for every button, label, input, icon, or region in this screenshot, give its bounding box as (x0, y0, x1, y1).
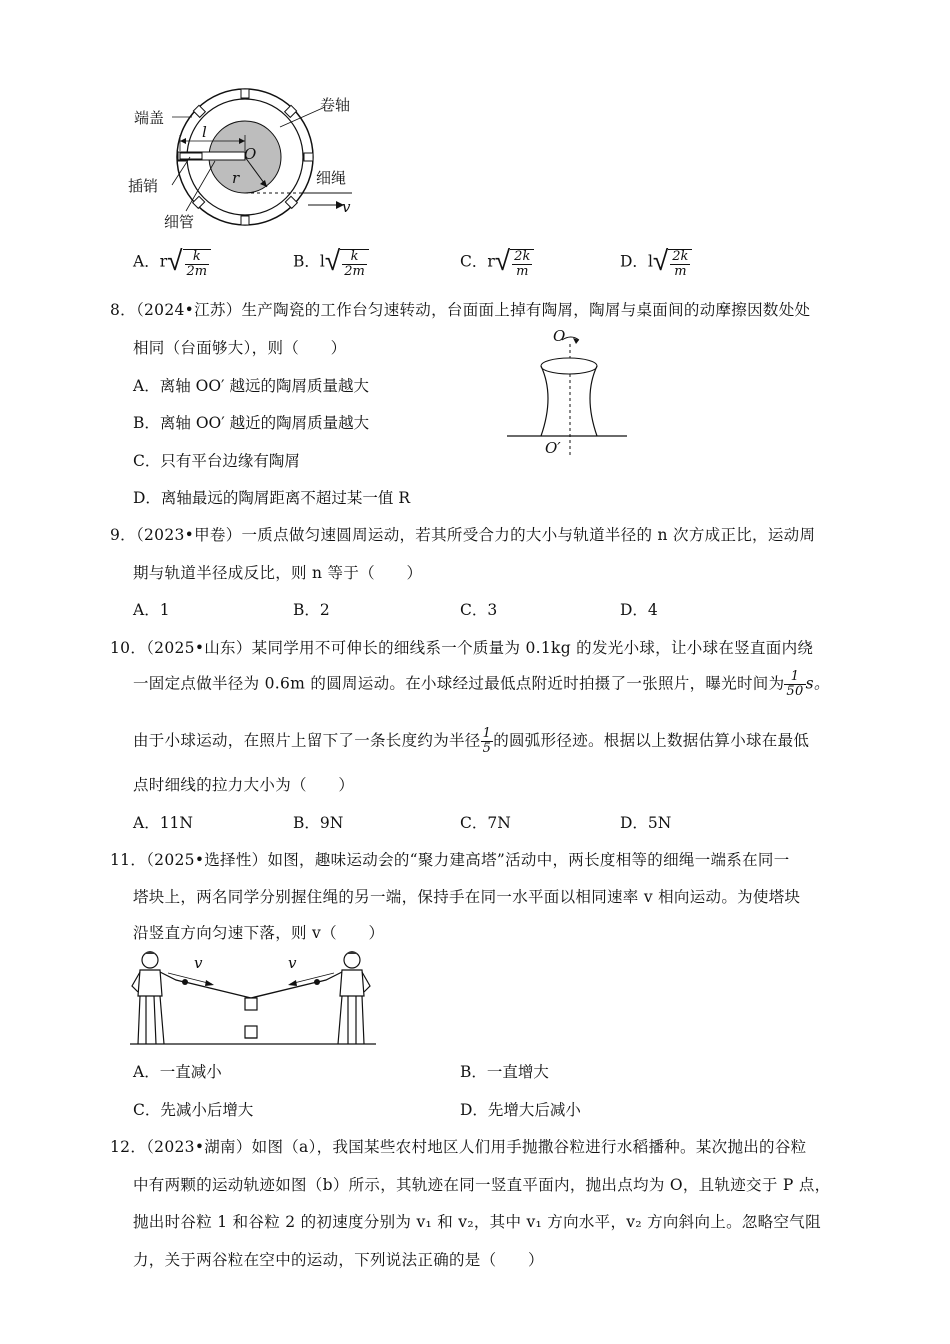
q12-stem-line1: 12．（2023•湖南）如图（a），我国某些农村地区人们用手抛撒谷粒进行水稻播种。某次抛出的谷粒 (110, 1138, 807, 1156)
q10-stem-line3: 由于小球运动，在照片上留下了一条长度约为半径 $\frac{1}{5}$ 的圆弧形径迹。根据以上数据估算小球在最低 (133, 726, 810, 756)
q9-stem-line1: 9．（2023•甲卷）一质点做匀速圆周运动，若其所受合力的大小与轨道半径的 n 次方成正比，运动周 (110, 526, 816, 544)
q12-stem-line2: 中有两颗的运动轨迹如图（b）所示，其轨迹在同一竖直平面内，抛出点均为 O，且轨迹交于 P 点， (133, 1176, 831, 1194)
q10-stem-line2: 一固定点做半径为 0.6m 的圆周运动。在小球经过最低点附近时拍摄了一张照片，曝光时间为 $\frac{1}{50}$ s。 (133, 669, 830, 699)
label-tube: 细管 (164, 213, 195, 231)
roller-figure (120, 85, 380, 245)
turntable-diagram (505, 326, 630, 458)
q7-option-b[interactable]: B．l √ $\frac{k}{2m}$ (293, 246, 369, 279)
q10-stem-line4: 点时细线的拉力大小为（ ） (133, 776, 355, 794)
q7-option-c[interactable]: C．r √ $\frac{2k}{m}$ (460, 246, 534, 279)
q7-option-a[interactable]: A．r √ $\frac{k}{2m}$ (133, 246, 211, 279)
q9-option-d[interactable]: D．4 (620, 601, 658, 619)
q11-stem-line3: 沿竖直方向匀速下落，则 v（ ） (133, 924, 385, 942)
q9-option-c[interactable]: C．3 (460, 601, 498, 619)
q9-option-b[interactable]: B．2 (293, 601, 330, 619)
tower-figure (128, 948, 378, 1048)
label-o: O (244, 145, 257, 163)
q10-stem-line1: 10．（2025•山东）某同学用不可伸长的细线系一个质量为 0.1kg 的发光小球，让小球在竖直面内绕 (110, 639, 814, 657)
q8-option-d[interactable]: D．离轴最远的陶屑距离不超过某一值 R (133, 489, 411, 507)
q10-option-b[interactable]: B．9N (293, 814, 344, 832)
q11-stem-line2: 塔块上，两名同学分别握住绳的另一端，保持手在同一水平面以相同速率 v 相向运动。为使塔块 (133, 888, 801, 906)
label-pin: 插销 (128, 177, 159, 195)
label-r: r (232, 169, 240, 187)
q10-option-c[interactable]: C．7N (460, 814, 511, 832)
q11-option-b[interactable]: B．一直增大 (460, 1063, 549, 1081)
q11-option-a[interactable]: A．一直减小 (133, 1063, 222, 1081)
label-v-right: v (288, 954, 297, 972)
q9-option-a[interactable]: A．1 (133, 601, 170, 619)
q8-option-b[interactable]: B．离轴 OO′ 越近的陶屑质量越大 (133, 414, 370, 432)
q12-stem-line3: 抛出时谷粒 1 和谷粒 2 的初速度分别为 v₁ 和 v₂，其中 v₁ 方向水平，v₂ 方向斜向上。忽略空气阻 (133, 1213, 821, 1231)
q12-stem-line4: 力，关于两谷粒在空中的运动，下列说法正确的是（ ） (133, 1251, 544, 1269)
q8-option-a[interactable]: A．离轴 OO′ 越远的陶屑质量越大 (133, 377, 369, 395)
q10-option-a[interactable]: A．11N (133, 814, 193, 832)
q7-option-d[interactable]: D．l √ $\frac{2k}{m}$ (620, 246, 692, 279)
turntable-figure (505, 326, 630, 458)
label-v: v (342, 198, 351, 216)
q11-option-c[interactable]: C．先减小后增大 (133, 1101, 254, 1119)
q9-stem-line2: 期与轨道半径成反比，则 n 等于（ ） (133, 564, 423, 582)
q8-option-c[interactable]: C．只有平台边缘有陶屑 (133, 452, 300, 470)
label-v-left: v (194, 954, 203, 972)
tower-diagram (128, 948, 378, 1048)
q8-stem-line2: 相同（台面够大），则（ ） (133, 339, 347, 357)
label-end-cap: 端盖 (134, 109, 165, 127)
exposure-fraction: $\frac{1}{50}$ (786, 669, 804, 699)
label-l: l (202, 123, 207, 141)
label-axis-o: O (553, 327, 566, 345)
radius-fraction: $\frac{1}{5}$ (482, 726, 492, 756)
label-rope: 细绳 (316, 169, 347, 187)
q8-stem-line1: 8．（2024•江苏）生产陶瓷的工作台匀速转动，台面面上掉有陶屑，陶屑与桌面间的动摩擦因数处处 (110, 301, 811, 319)
label-reel: 卷轴 (320, 96, 351, 114)
q11-option-d[interactable]: D．先增大后减小 (460, 1101, 581, 1119)
label-axis-o-prime: O′ (545, 439, 561, 457)
q10-option-d[interactable]: D．5N (620, 814, 672, 832)
q11-stem-line1: 11．（2025•选择性）如图，趣味运动会的“聚力建高塔”活动中，两长度相等的细绳一端系在同一 (110, 851, 790, 869)
